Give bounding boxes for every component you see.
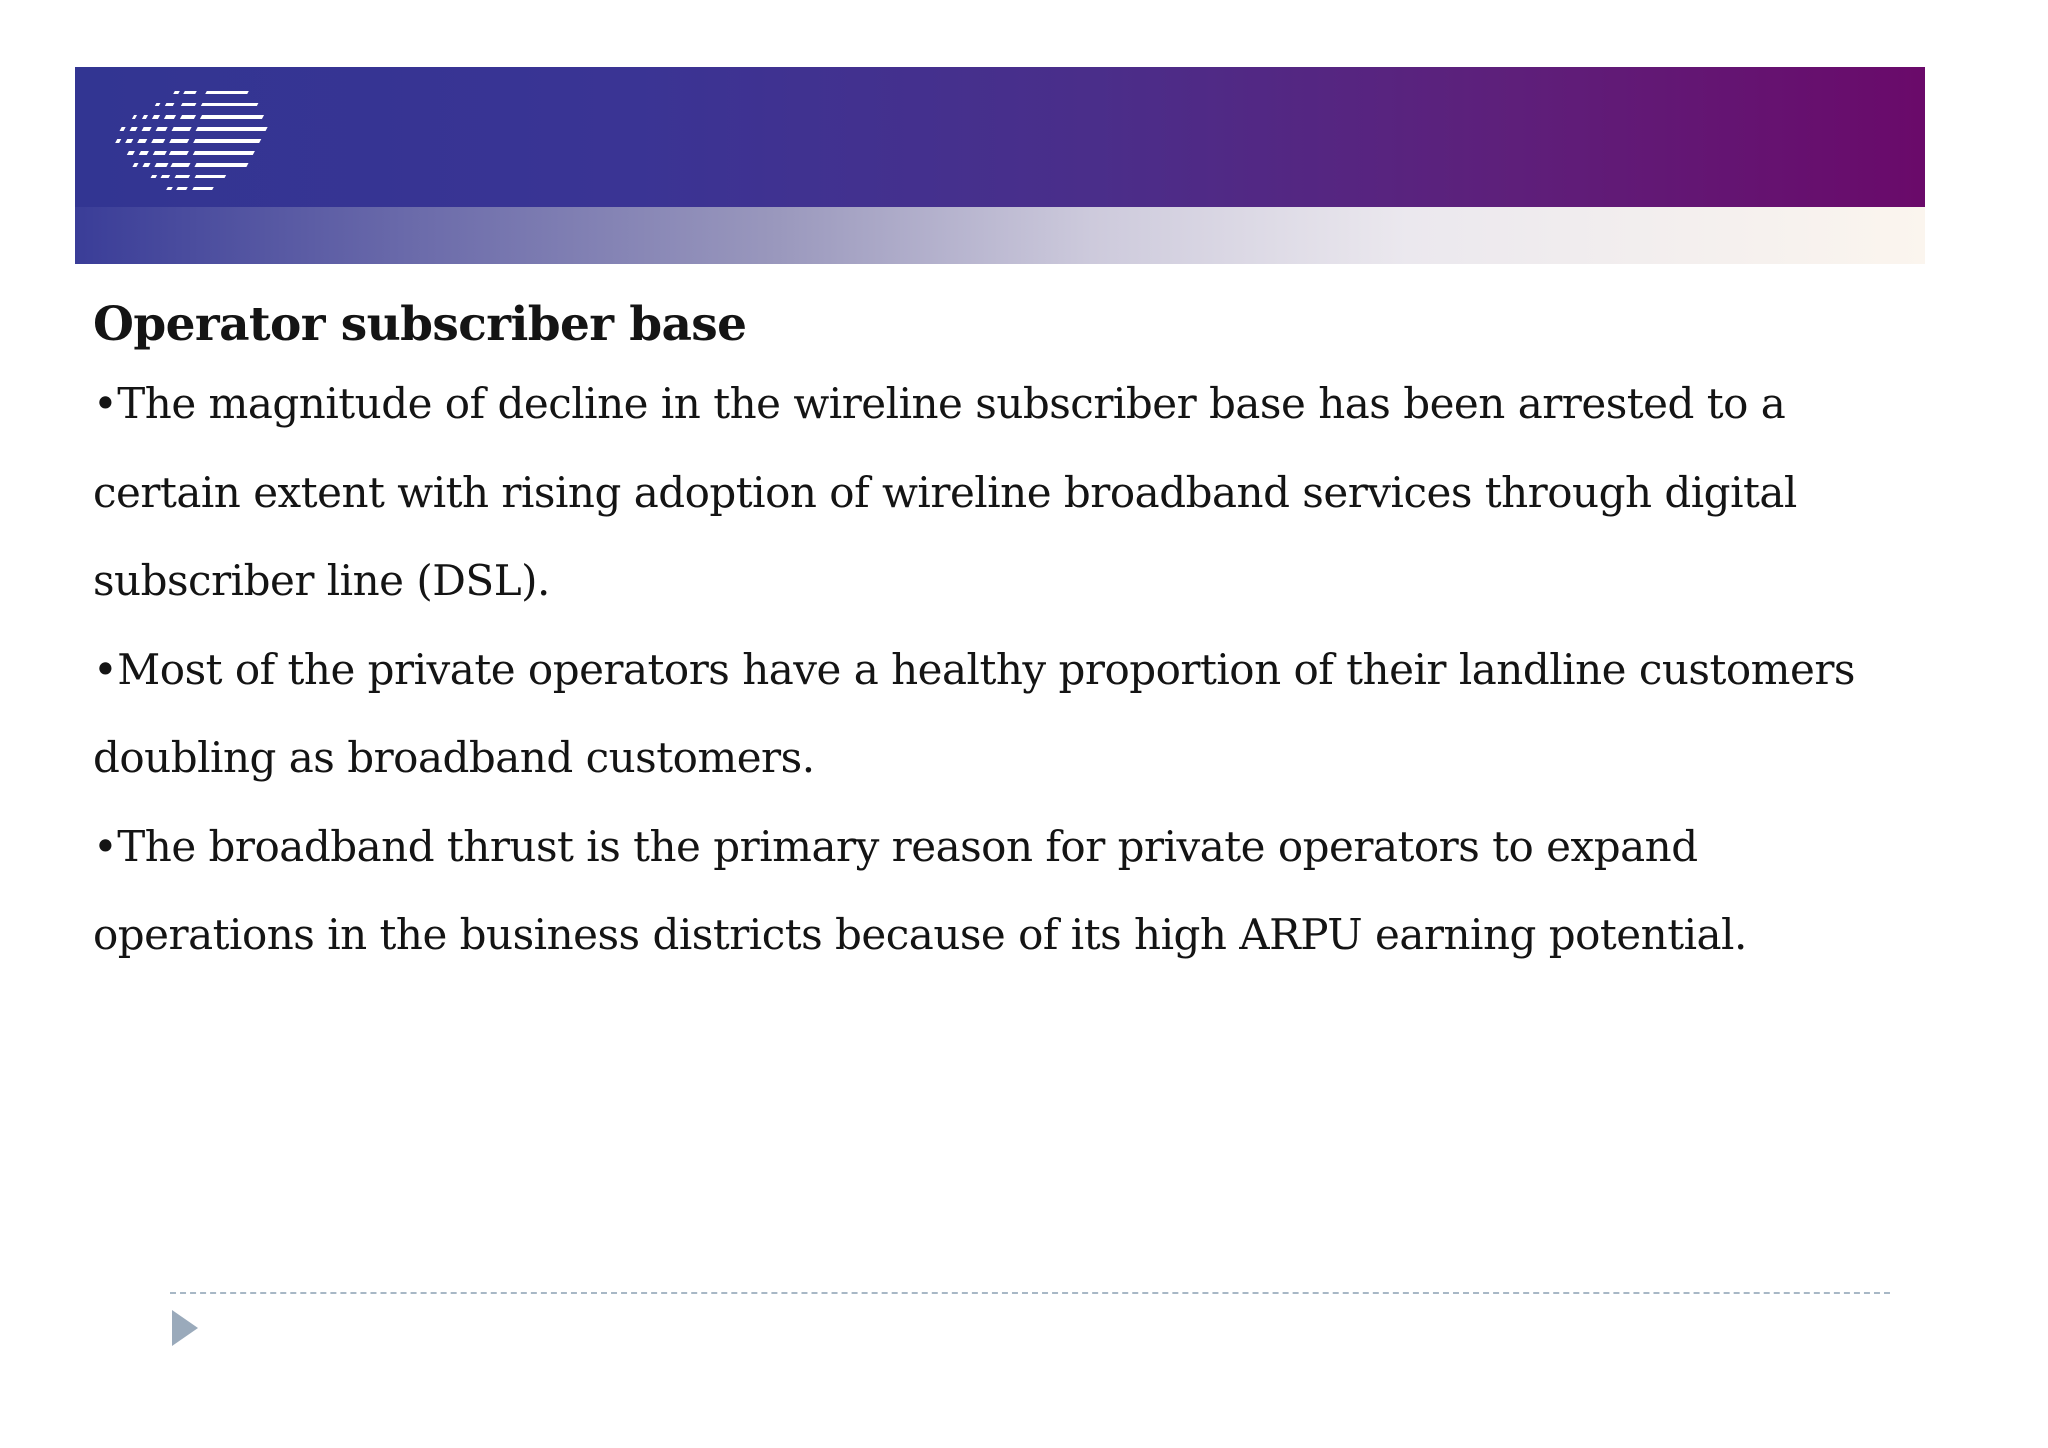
header-band	[75, 67, 1925, 207]
footer-divider	[170, 1292, 1890, 1294]
bullet-line: •The magnitude of decline in the wireline subscriber base has been arrested to a	[93, 379, 1786, 428]
bullet-line: •Most of the private operators have a healthy proportion of their landline customers	[93, 644, 1855, 694]
bullet-line: certain extent with rising adoption of wireline broadband services through digital	[93, 467, 1797, 517]
bullet-list	[93, 360, 1953, 980]
bullet-line: operations in the business districts because of its high ARPU earning potential.	[93, 910, 1747, 959]
slide-title: Operator subscriber base	[93, 297, 747, 352]
bullet-line: •The broadband thrust is the primary reason for private operators to expand	[93, 821, 1698, 871]
bullet-line: doubling as broadband customers.	[93, 733, 815, 782]
triangle-right-icon	[172, 1310, 198, 1346]
slide-content	[93, 290, 1953, 980]
striped-globe-logo	[100, 85, 340, 200]
header-gradient-fade	[75, 207, 1925, 264]
bullet-line: subscriber line (DSL).	[93, 556, 550, 605]
